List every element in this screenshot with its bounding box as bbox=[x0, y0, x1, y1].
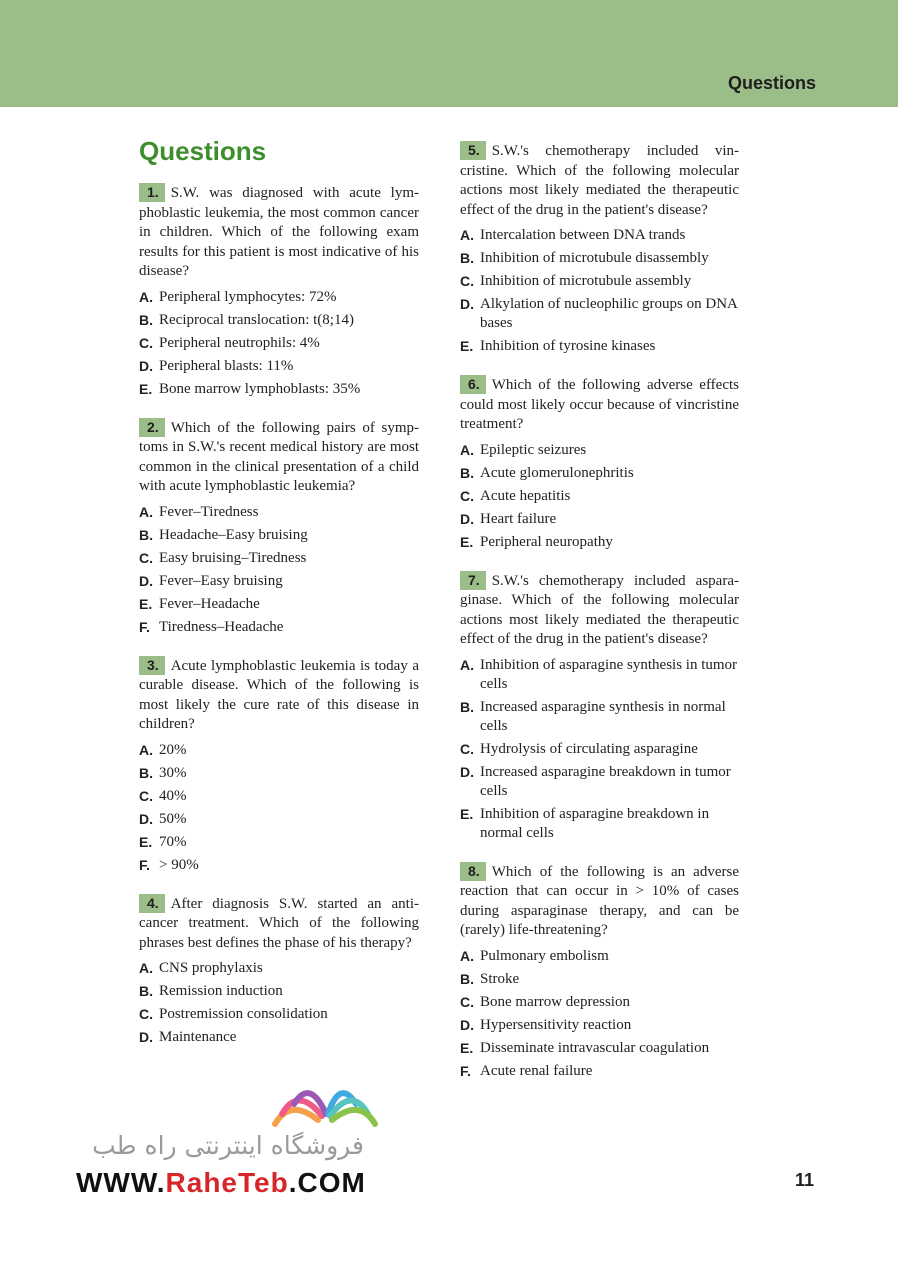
answer-option bbox=[460, 510, 739, 529]
option-letter: B. bbox=[139, 983, 153, 999]
question-number-badge: 7. bbox=[460, 571, 486, 590]
option-text: > 90% bbox=[159, 856, 199, 873]
question-text: Which of the following adverse effects could most likely occur because of vincristine treatment? bbox=[460, 377, 739, 432]
option-text: Acute hepatitis bbox=[480, 487, 571, 504]
section-heading: Questions bbox=[139, 136, 267, 166]
option-text: Maintenance bbox=[159, 1029, 237, 1045]
answer-option bbox=[139, 572, 419, 591]
option-letter: E. bbox=[460, 338, 474, 354]
option-letter: D. bbox=[139, 810, 153, 827]
option-letter: D. bbox=[460, 763, 474, 780]
option-text: Stroke bbox=[480, 970, 520, 987]
answer-option bbox=[460, 1039, 739, 1058]
option-text: Pulmonary embolism bbox=[480, 947, 609, 964]
option-letter: C. bbox=[139, 549, 153, 566]
answer-option bbox=[460, 337, 739, 356]
question-block bbox=[139, 894, 419, 1048]
option-letter: D. bbox=[460, 296, 474, 312]
answer-option bbox=[460, 441, 739, 460]
answer-options bbox=[460, 226, 739, 356]
answer-options bbox=[139, 288, 419, 399]
option-letter: C. bbox=[460, 487, 474, 504]
answer-option bbox=[139, 764, 419, 783]
question-stem bbox=[460, 571, 739, 650]
option-letter: B. bbox=[460, 464, 474, 481]
answer-options bbox=[460, 441, 739, 552]
option-letter: B. bbox=[460, 970, 474, 987]
question-stem bbox=[460, 862, 739, 941]
url-prefix: WWW. bbox=[76, 1167, 166, 1198]
option-text: CNS prophylaxis bbox=[159, 960, 263, 976]
question-block bbox=[460, 862, 739, 1081]
option-letter: A. bbox=[139, 960, 153, 976]
answer-option bbox=[460, 805, 739, 843]
option-text: Remission induction bbox=[159, 983, 283, 999]
question-stem bbox=[139, 183, 419, 282]
answer-option bbox=[460, 533, 739, 552]
answer-option bbox=[460, 226, 739, 245]
option-text: Peripheral lymphocytes: 72% bbox=[159, 288, 337, 305]
option-letter: D. bbox=[460, 510, 474, 527]
question-block bbox=[460, 141, 739, 356]
option-letter: A. bbox=[460, 227, 474, 243]
option-letter: D. bbox=[139, 572, 153, 589]
watermark bbox=[74, 1075, 384, 1205]
answer-option bbox=[139, 549, 419, 568]
answer-option bbox=[139, 833, 419, 852]
answer-option bbox=[460, 740, 739, 759]
option-text: 20% bbox=[159, 741, 187, 758]
answer-option bbox=[139, 357, 419, 376]
option-letter: C. bbox=[139, 334, 153, 351]
question-block bbox=[460, 571, 739, 843]
option-letter: C. bbox=[460, 740, 474, 757]
option-letter: B. bbox=[139, 526, 153, 543]
question-text: Acute lymphoblastic leukemia is today a curable disease. Which of the following is most likely the cure rate of this disease in children? bbox=[139, 657, 419, 732]
option-text: Peripheral blasts: 11% bbox=[159, 357, 294, 374]
option-text: Postremission consolidation bbox=[159, 1006, 328, 1022]
option-letter: D. bbox=[139, 1029, 153, 1045]
question-block bbox=[460, 375, 739, 552]
option-text: Acute renal failure bbox=[480, 1062, 593, 1079]
answer-option bbox=[460, 656, 739, 694]
answer-option bbox=[460, 272, 739, 291]
answer-options bbox=[139, 503, 419, 637]
question-stem bbox=[460, 375, 739, 435]
answer-option bbox=[139, 1028, 419, 1047]
option-letter: E. bbox=[460, 805, 474, 822]
question-number-badge: 4. bbox=[139, 894, 165, 913]
answer-option bbox=[139, 618, 419, 637]
question-block bbox=[139, 656, 419, 875]
answer-option bbox=[139, 1005, 419, 1024]
option-text: Hydrolysis of circulating asparagine bbox=[480, 740, 698, 757]
option-letter: B. bbox=[139, 764, 153, 781]
watermark-persian-text: فروشگاه اینترنتی راه طب bbox=[92, 1131, 364, 1160]
question-text: Which of the following is an adverse reaction that can occur in > 10% of cases during asparaginase therapy, and can be (rarely) life-threatening? bbox=[460, 863, 739, 938]
option-text: Easy bruising–Tiredness bbox=[159, 549, 307, 566]
option-text: Disseminate intravascular coagulation bbox=[480, 1039, 710, 1056]
answer-option bbox=[460, 698, 739, 736]
option-letter: C. bbox=[139, 1006, 153, 1022]
answer-option bbox=[460, 970, 739, 989]
answer-option bbox=[139, 741, 419, 760]
option-letter: F. bbox=[139, 618, 150, 635]
option-text: Increased asparagine breakdown in tumor cells bbox=[480, 763, 731, 799]
left-column bbox=[139, 136, 419, 1066]
answer-option bbox=[139, 856, 419, 875]
option-letter: B. bbox=[460, 250, 474, 266]
option-letter: E. bbox=[460, 533, 474, 550]
url-brand: RaheTeb bbox=[165, 1167, 289, 1198]
answer-option bbox=[460, 487, 739, 506]
option-letter: A. bbox=[460, 656, 474, 673]
option-text: Fever–Tiredness bbox=[159, 503, 259, 520]
book-fan-logo-icon bbox=[270, 1080, 380, 1130]
question-number-badge: 6. bbox=[460, 375, 486, 394]
option-letter: E. bbox=[460, 1039, 474, 1056]
option-text: Inhibition of asparagine synthesis in tumor cells bbox=[480, 656, 738, 692]
question-block bbox=[139, 418, 419, 637]
answer-option bbox=[460, 295, 739, 333]
option-letter: D. bbox=[460, 1016, 474, 1033]
answer-option bbox=[460, 947, 739, 966]
option-text: Peripheral neuropathy bbox=[480, 533, 613, 550]
running-header-title: Questions bbox=[727, 73, 816, 93]
option-letter: E. bbox=[139, 380, 153, 397]
answer-option bbox=[139, 380, 419, 399]
option-text: 40% bbox=[159, 787, 187, 804]
question-stem bbox=[139, 656, 419, 735]
option-text: Inhibition of microtubule disassembly bbox=[480, 250, 709, 266]
answer-option bbox=[460, 993, 739, 1012]
url-suffix: .COM bbox=[288, 1167, 366, 1198]
answer-option bbox=[139, 503, 419, 522]
answer-option bbox=[460, 1062, 739, 1081]
option-letter: A. bbox=[139, 741, 153, 758]
option-letter: C. bbox=[139, 787, 153, 804]
answer-option bbox=[139, 595, 419, 614]
question-stem bbox=[139, 894, 419, 954]
option-text: Heart failure bbox=[480, 510, 557, 527]
option-text: Hypersensitivity reaction bbox=[480, 1016, 632, 1033]
option-text: Intercalation between DNA trands bbox=[480, 227, 686, 243]
question-text: After diagnosis S.W. started an anticancer treatment. Which of the following phrases best defines the phase of his therapy? bbox=[139, 895, 419, 951]
option-text: Tiredness–Headache bbox=[159, 618, 284, 635]
option-letter: B. bbox=[139, 311, 153, 328]
answer-options bbox=[139, 741, 419, 875]
question-text: S.W. was diagnosed with acute lymphoblastic leukemia, the most common cancer in children. Which of the following exam results for this patient is most indicative of his disease? bbox=[139, 185, 419, 279]
answer-option bbox=[460, 763, 739, 801]
option-text: Fever–Easy bruising bbox=[159, 572, 283, 589]
answer-option bbox=[139, 288, 419, 307]
option-letter: C. bbox=[460, 273, 474, 289]
answer-option bbox=[139, 334, 419, 353]
option-text: Bone marrow depression bbox=[480, 993, 630, 1010]
answer-options bbox=[139, 959, 419, 1047]
watermark-url bbox=[76, 1167, 366, 1199]
option-text: Headache–Easy bruising bbox=[159, 526, 308, 543]
answer-option bbox=[139, 787, 419, 806]
right-question-list bbox=[460, 141, 739, 1081]
option-letter: A. bbox=[460, 947, 474, 964]
question-stem bbox=[460, 141, 739, 220]
answer-option bbox=[460, 464, 739, 483]
left-question-list bbox=[139, 183, 419, 1047]
answer-options bbox=[460, 656, 739, 843]
question-number-badge: 5. bbox=[460, 141, 486, 160]
question-text: Which of the following pairs of symptoms in S.W.'s recent medical history are most common in the clinical presentation of a child with acute lymphoblastic leukemia? bbox=[139, 419, 419, 494]
option-text: Inhibition of tyrosine kinases bbox=[480, 338, 656, 354]
option-text: Bone marrow lymphoblasts: 35% bbox=[159, 380, 361, 397]
option-letter: A. bbox=[139, 503, 153, 520]
option-text: 30% bbox=[159, 764, 187, 781]
option-text: Epileptic seizures bbox=[480, 441, 587, 458]
question-number-badge: 3. bbox=[139, 656, 165, 675]
option-letter: A. bbox=[460, 441, 474, 458]
option-letter: D. bbox=[139, 357, 153, 374]
answer-options bbox=[460, 947, 739, 1081]
option-text: Inhibition of microtubule assembly bbox=[480, 273, 692, 289]
option-text: Acute glomerulonephritis bbox=[480, 464, 634, 481]
answer-option bbox=[139, 526, 419, 545]
option-letter: F. bbox=[460, 1062, 471, 1079]
option-text: Reciprocal translocation: t(8;14) bbox=[159, 311, 354, 328]
option-letter: E. bbox=[139, 833, 153, 850]
answer-option bbox=[139, 959, 419, 978]
right-column bbox=[460, 141, 739, 1100]
option-letter: C. bbox=[460, 993, 474, 1010]
page-number: 11 bbox=[795, 1170, 815, 1190]
option-text: Peripheral neutrophils: 4% bbox=[159, 334, 320, 351]
option-text: 50% bbox=[159, 810, 187, 827]
question-number-badge: 2. bbox=[139, 418, 165, 437]
option-text: 70% bbox=[159, 833, 187, 850]
option-text: Inhibition of asparagine breakdown in normal cells bbox=[480, 805, 710, 841]
option-text: Alkylation of nucleophilic groups on DNA bases bbox=[480, 296, 738, 331]
option-letter: A. bbox=[139, 288, 153, 305]
question-text: S.W.'s chemotherapy included vincristine. Which of the following molecular actions most likely mediated the therapeutic effect of the drug in the patient's disease? bbox=[460, 143, 739, 218]
answer-option bbox=[139, 982, 419, 1001]
option-letter: E. bbox=[139, 595, 153, 612]
answer-option bbox=[460, 1016, 739, 1035]
answer-option bbox=[139, 810, 419, 829]
question-text: S.W.'s chemotherapy included asparaginase. Which of the following molecular actions most likely mediated the therapeutic effect of the drug in the patient's disease? bbox=[460, 572, 739, 647]
answer-option bbox=[139, 311, 419, 330]
option-letter: B. bbox=[460, 698, 474, 715]
option-text: Increased asparagine synthesis in normal cells bbox=[480, 698, 726, 734]
answer-option bbox=[460, 249, 739, 268]
question-stem bbox=[139, 418, 419, 497]
question-block bbox=[139, 183, 419, 399]
option-letter: F. bbox=[139, 856, 150, 873]
option-text: Fever–Headache bbox=[159, 595, 260, 612]
question-number-badge: 8. bbox=[460, 862, 486, 881]
question-number-badge: 1. bbox=[139, 183, 165, 202]
